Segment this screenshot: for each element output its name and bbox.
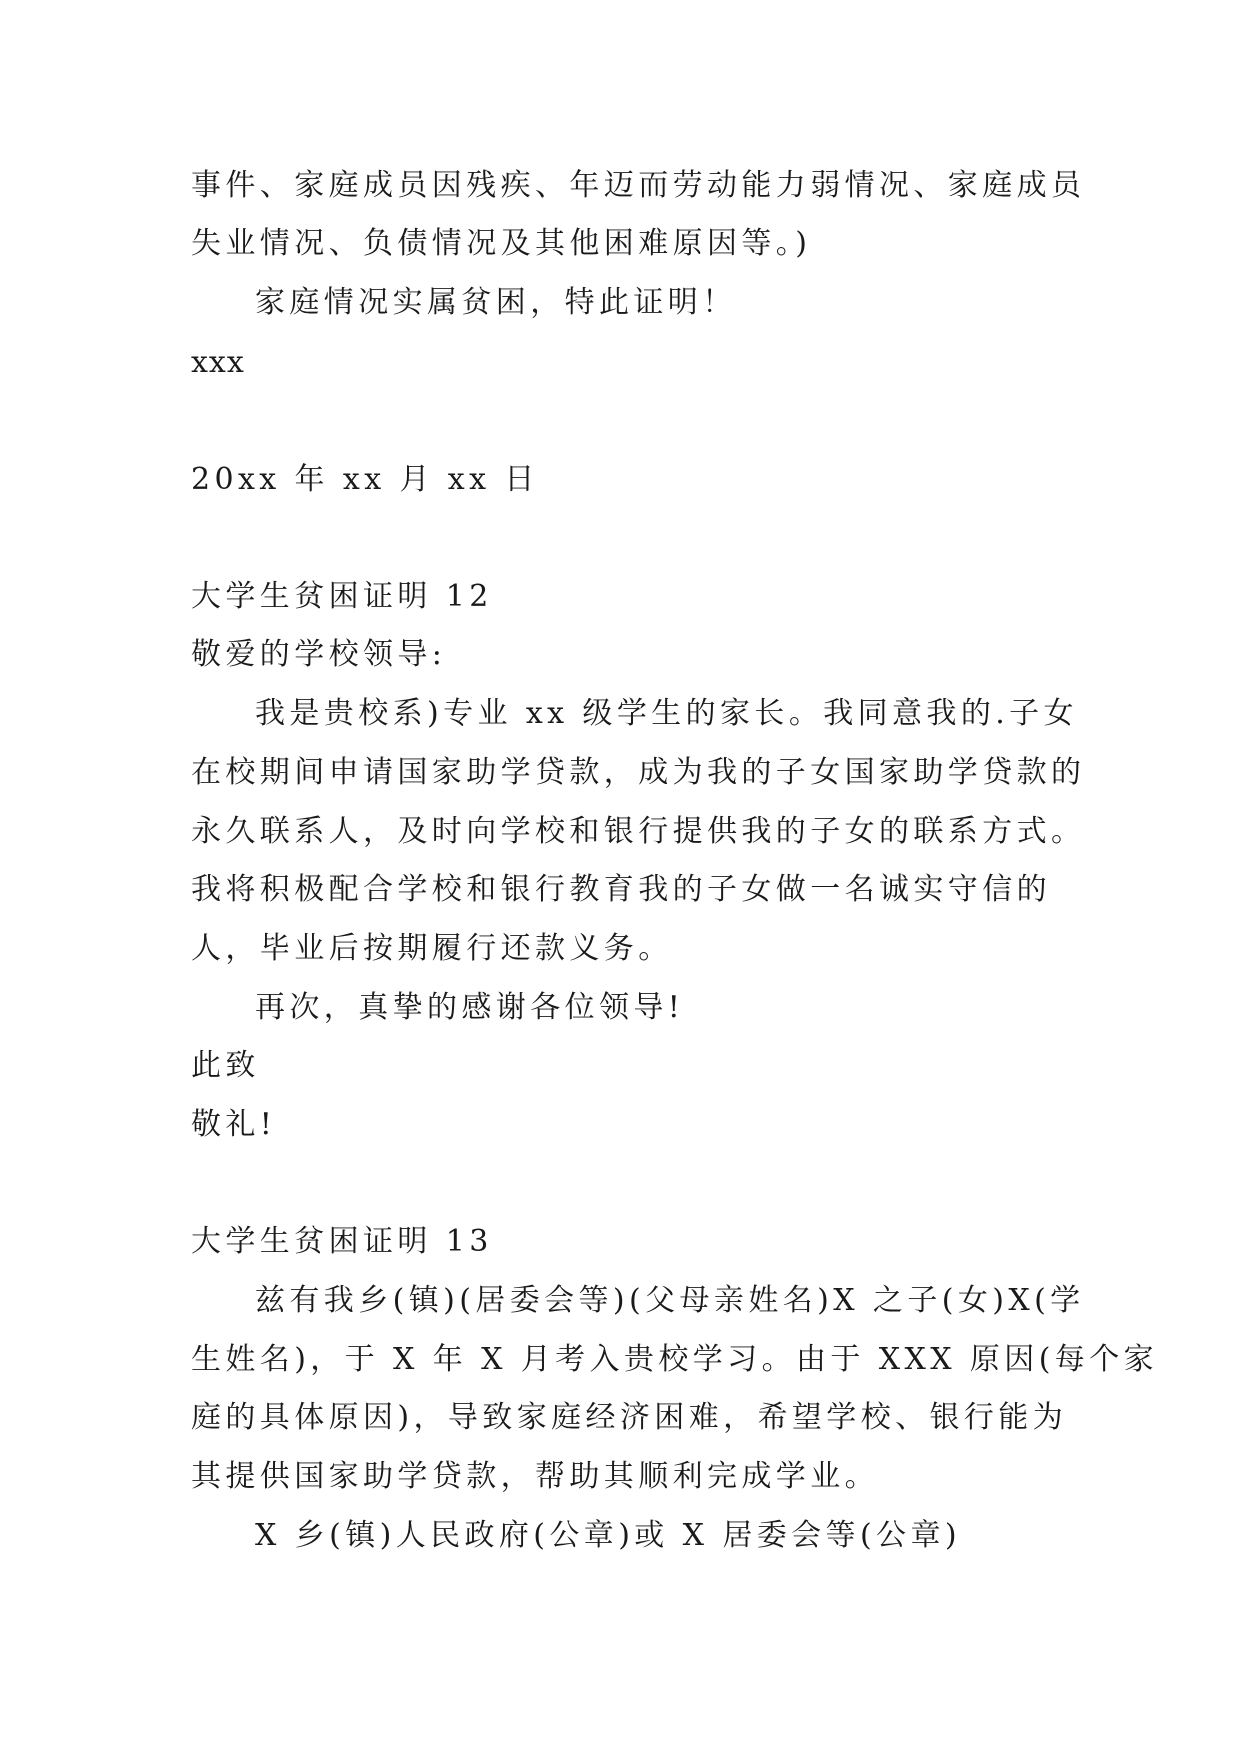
paragraph-line: 其提供国家助学贷款，帮助其顺利完成学业。 [191,1459,879,1494]
paragraph-line: 我将积极配合学校和银行教育我的子女做一名诚实守信的 [191,872,1051,907]
closing-line: 敬礼! [191,1107,277,1142]
closing-line: 此致 [191,1048,260,1083]
paragraph-line: 家庭情况实属贫困，特此证明！ [255,285,737,320]
date-line: 20xx 年 xx 月 xx 日 [191,462,539,497]
paragraph-line: 事件、家庭成员因残疾、年迈而劳动能力弱情况、家庭成员 [191,168,1086,203]
salutation: 敬爱的学校领导: [191,637,447,672]
paragraph-line: 生姓名)，于 X 年 X 月考入贵校学习。由于 XXX 原因(每个家 [191,1342,1159,1377]
paragraph-line: 在校期间申请国家助学贷款，成为我的子女国家助学贷款的 [191,755,1086,790]
paragraph-line: 失业情况、负债情况及其他困难原因等。) [191,226,812,261]
section-title: 大学生贫困证明 13 [191,1224,493,1259]
seal-line: X 乡(镇)人民政府(公章)或 X 居委会等(公章) [255,1518,961,1553]
section-title: 大学生贫困证明 12 [191,579,493,614]
paragraph-line: 再次，真挚的感谢各位领导! [255,990,685,1025]
paragraph-line: 我是贵校系)专业 xx 级学生的家长。我同意我的.子女 [255,696,1078,731]
paragraph-line: 庭的具体原因)，导致家庭经济困难，希望学校、银行能为 [191,1400,1068,1435]
signature-name: xxx [191,345,245,380]
paragraph-line: 人，毕业后按期履行还款义务。 [191,931,673,966]
paragraph-line: 永久联系人，及时向学校和银行提供我的子女的联系方式。 [191,814,1086,849]
paragraph-line: 兹有我乡(镇)(居委会等)(父母亲姓名)X 之子(女)X(学 [255,1283,1085,1318]
